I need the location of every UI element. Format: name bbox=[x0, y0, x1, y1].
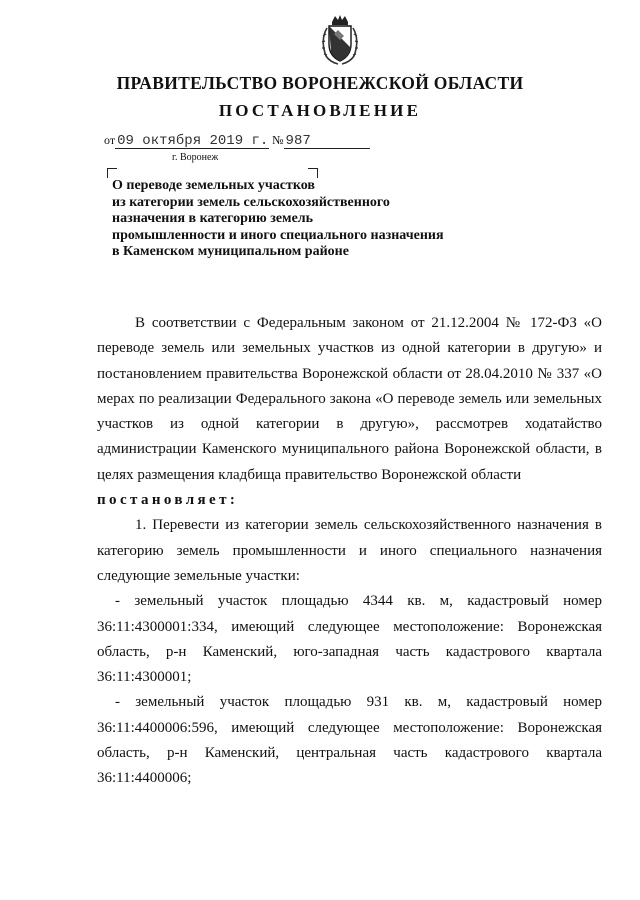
item-1-paragraph: 1. Перевести из категории земель сельскохозяйственного назначения в категорию земель промышленности и иного специального назначения следующие земельные участки: bbox=[97, 517, 602, 584]
resolves-heading: постановляет: bbox=[97, 492, 239, 509]
preamble-paragraph: В соответствии с Федеральным законом от 21.12.2004 № 172-ФЗ «О переводе земель или земельных участков из одной категории в другую» и постановлением правительства Воронежской области от 28.04.2010 № 337 «О мерах по реализации Федерального закона «О переводе земель или земельных участков из одной категории в другую», рассмотрев ходатайство администрации Каменского муниципального района Воронежской области, в целях размещения кладбища правительство Воронежской области bbox=[97, 315, 602, 483]
date-prefix: от bbox=[104, 133, 116, 147]
subject-line: назначения в категорию земель bbox=[112, 211, 314, 226]
coat-of-arms-icon bbox=[318, 14, 362, 66]
subject-line: в Каменском муниципальном районе bbox=[112, 244, 349, 259]
subject-line: промышленности и иного специального назначения bbox=[112, 227, 444, 243]
parcel-paragraph: - земельный участок площадью 4344 кв. м, кадастровый номер 36:11:4300001:334, имеющий следующее местоположение: Воронежская область, р-н Каменский, юго-западная часть кадастрового квартала 36:11:4300001; bbox=[97, 593, 602, 686]
subject-line: О переводе земельных участков bbox=[112, 178, 315, 193]
document-subject bbox=[112, 178, 444, 261]
parcel-paragraph: - земельный участок площадью 931 кв. м, кадастровый номер 36:11:4400006:596, имеющий следующее местоположение: Воронежская область, р-н Каменский, центральная часть кадастрового квартала 36:11:4400006; bbox=[97, 694, 602, 787]
number-prefix: № bbox=[272, 133, 284, 147]
document-number: 987 bbox=[284, 134, 370, 149]
date-number-line bbox=[104, 133, 370, 149]
subject-bracket-right bbox=[308, 168, 318, 178]
document-body bbox=[97, 311, 602, 792]
document-date: 09 октября 2019 г. bbox=[117, 133, 269, 149]
subject-bracket-left bbox=[107, 168, 117, 178]
subject-line: из категории земель сельскохозяйственного bbox=[112, 194, 390, 210]
document-type-title: ПОСТАНОВЛЕНИЕ bbox=[218, 101, 422, 120]
organization-title: ПРАВИТЕЛЬСТВО ВОРОНЕЖСКОЙ ОБЛАСТИ bbox=[116, 73, 524, 93]
issue-place: г. Воронеж bbox=[172, 152, 219, 163]
